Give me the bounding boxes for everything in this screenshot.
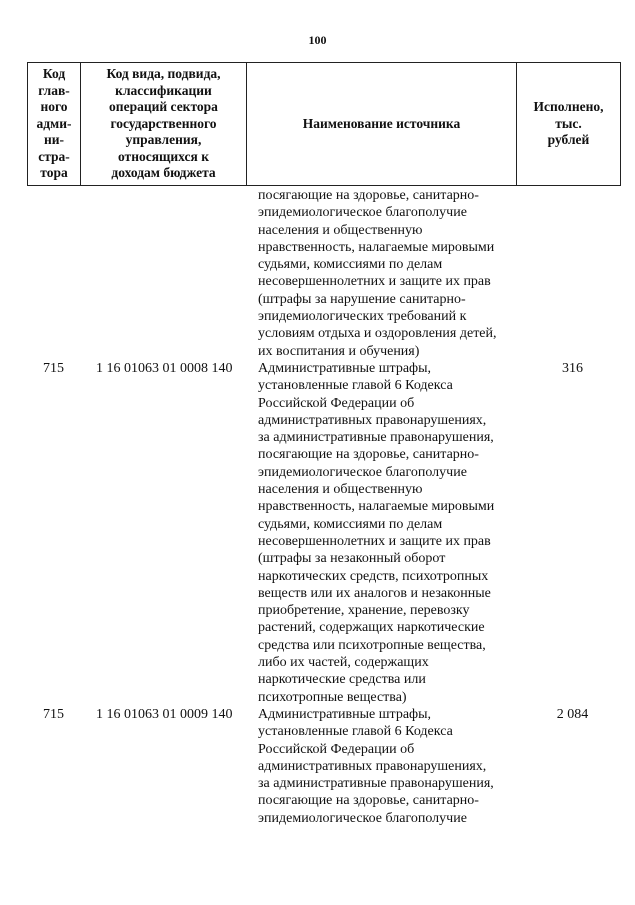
header-executed-amount [517, 63, 621, 186]
header-line: ни- [43, 132, 65, 148]
header-classification-code [81, 63, 247, 186]
header-line: доходам бюджета [111, 165, 216, 181]
header-line: Код вида, подвида, [106, 66, 221, 82]
header-source-name [247, 63, 517, 186]
cell-value: 316 [562, 360, 583, 376]
cell-name: посягающие на здоровье, санитарно- эпидемиологическое благополучие населения и общественную нравственность, налагаемые мировыми судьями, комиссиями по делам несовершеннолетних и защите их прав (штрафы за нарушение санитарно- эпидемиологических требований к условиям отдыха и оздоровления детей, их воспитания и обучения) [258, 188, 497, 359]
header-line: Наименование источника [302, 115, 461, 131]
header-admin-code [28, 63, 81, 186]
header-line: относящихся к [117, 148, 209, 164]
header-line: стра- [38, 148, 70, 164]
header-line: тора [40, 165, 68, 181]
header-line: классификации [115, 82, 212, 98]
header-line: ного [40, 99, 68, 115]
header-line: операций сектора [109, 99, 218, 115]
cell-admin: 715 [43, 360, 64, 376]
header-line: Код [42, 66, 66, 82]
table-row [27, 706, 620, 827]
table-row [27, 360, 620, 706]
cell-code: 1 16 01063 01 0009 140 [96, 706, 233, 722]
header-line: государственного [110, 115, 217, 131]
header-line: адми- [36, 115, 72, 131]
table-row-continuation [27, 187, 620, 360]
cell-code: 1 16 01063 01 0008 140 [96, 360, 233, 376]
header-line: управления, [125, 132, 202, 148]
header-line: тыс. [555, 115, 582, 131]
cell-name: Административные штрафы, установленные главой 6 Кодекса Российской Федерации об административных правонарушениях, за административные правонарушения, посягающие на здоровье, санитарно- эпидемиологическое благополучие населения и общественную нравственность, налагаемые мировыми судьями, комиссиями по делам несовершеннолетних и защите их прав (штрафы за незаконный оборот наркотических средств, психотропных веществ или их аналогов и незаконные приобретение, хранение, перевозку растений, содержащих наркотические средства или психотропные вещества, либо их частей, содержащих наркотические средства или психотропные вещества) [258, 360, 495, 705]
header-line: глав- [38, 82, 70, 98]
cell-admin: 715 [43, 706, 64, 722]
cell-value: 2 084 [556, 706, 589, 722]
table-header [27, 62, 621, 186]
header-line: рублей [547, 132, 590, 148]
header-line: Исполнено, [533, 99, 604, 115]
table-body [27, 187, 620, 827]
cell-name: Административные штрафы, установленные главой 6 Кодекса Российской Федерации об административных правонарушениях, за административные правонарушения, посягающие на здоровье, санитарно- эпидемиологическое благополучие [258, 706, 494, 826]
page-number: 100 [308, 33, 327, 47]
